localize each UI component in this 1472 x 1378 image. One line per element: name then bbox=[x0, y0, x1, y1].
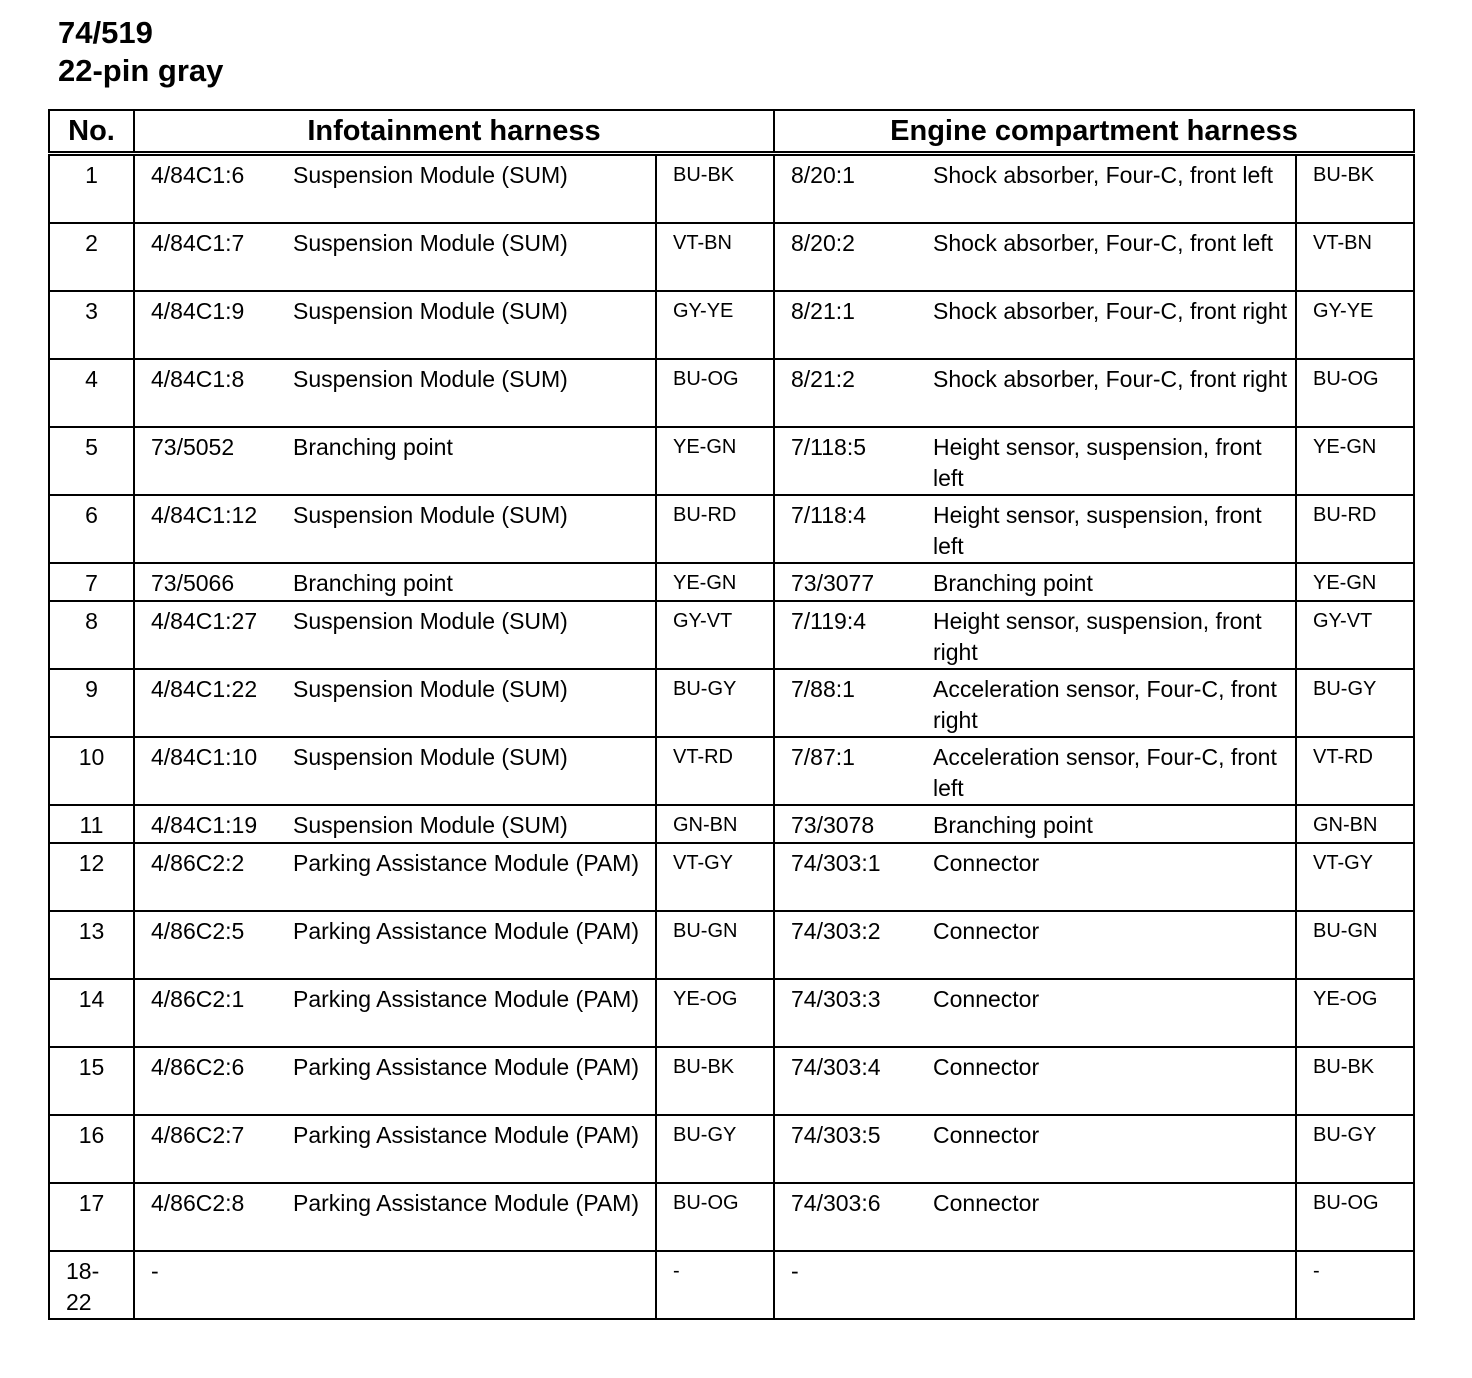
eng-component-description: Branching point bbox=[933, 570, 1093, 596]
infotainment-wire-color: VT-RD bbox=[656, 737, 774, 805]
inf-connector-code: 4/86C2:5 bbox=[151, 918, 245, 944]
pin-number bbox=[49, 359, 134, 427]
inf-connector-code: 73/5066 bbox=[151, 570, 235, 596]
engine-cell bbox=[774, 154, 1296, 224]
eng-connector-code: 74/303:1 bbox=[791, 850, 881, 876]
infotainment-wire-color: BU-GN bbox=[656, 911, 774, 979]
eng-connector-code: 74/303:6 bbox=[791, 1190, 881, 1216]
pin-number bbox=[49, 979, 134, 1047]
pin-number-text: 10 bbox=[78, 744, 105, 770]
pin-number bbox=[49, 1047, 134, 1115]
eng-connector-code: 7/118:4 bbox=[791, 502, 867, 528]
infotainment-cell bbox=[134, 154, 656, 224]
infotainment-wire-color: BU-GY bbox=[656, 669, 774, 737]
pin-number-text: 18- 22 bbox=[66, 1258, 100, 1315]
table-row bbox=[49, 1183, 1414, 1251]
pin-number bbox=[49, 843, 134, 911]
pin-number-text: 3 bbox=[85, 298, 98, 324]
engine-wire-color: BU-BK bbox=[1296, 1047, 1414, 1115]
table-row bbox=[49, 1251, 1414, 1319]
engine-wire-color: YE-OG bbox=[1296, 979, 1414, 1047]
pin-number-text: 1 bbox=[85, 162, 98, 188]
eng-component-description: Height sensor, suspension, front left bbox=[933, 502, 1262, 559]
inf-connector-code: 4/86C2:1 bbox=[151, 986, 245, 1012]
infotainment-cell bbox=[134, 495, 656, 563]
pin-number bbox=[49, 669, 134, 737]
pin-number-text: 15 bbox=[78, 1054, 105, 1080]
infotainment-wire-color: GN-BN bbox=[656, 805, 774, 843]
engine-cell bbox=[774, 1047, 1296, 1115]
inf-component-description: Parking Assistance Module (PAM) bbox=[293, 1190, 639, 1216]
eng-component-description: Height sensor, suspension, front right bbox=[933, 608, 1262, 665]
pin-number-text: 4 bbox=[85, 366, 98, 392]
engine-cell bbox=[774, 911, 1296, 979]
pinout-table bbox=[48, 109, 1415, 1320]
pin-number bbox=[49, 805, 134, 843]
inf-connector-code: 4/84C1:6 bbox=[151, 162, 245, 188]
infotainment-wire-color: BU-GY bbox=[656, 1115, 774, 1183]
inf-component-description: Parking Assistance Module (PAM) bbox=[293, 986, 639, 1012]
eng-connector-code: 8/21:2 bbox=[791, 366, 855, 392]
engine-wire-color: - bbox=[1296, 1251, 1414, 1319]
table-row bbox=[49, 223, 1414, 291]
eng-component-description: Connector bbox=[933, 1190, 1040, 1216]
inf-component-description: Suspension Module (SUM) bbox=[293, 230, 568, 256]
table-row bbox=[49, 979, 1414, 1047]
eng-component-description: Connector bbox=[933, 986, 1040, 1012]
engine-cell bbox=[774, 427, 1296, 495]
pin-number bbox=[49, 1251, 134, 1319]
eng-component-description: Connector bbox=[933, 850, 1040, 876]
engine-wire-color: GY-VT bbox=[1296, 601, 1414, 669]
table-row bbox=[49, 911, 1414, 979]
eng-connector-code: 8/20:1 bbox=[791, 162, 855, 188]
eng-connector-code: 74/303:3 bbox=[791, 986, 881, 1012]
eng-component-description: Height sensor, suspension, front left bbox=[933, 434, 1262, 491]
eng-component-description: Shock absorber, Four-C, front left bbox=[933, 162, 1274, 188]
eng-component-description: Connector bbox=[933, 1054, 1040, 1080]
connector-description: 22-pin gray bbox=[58, 53, 224, 88]
infotainment-wire-color: GY-YE bbox=[656, 291, 774, 359]
engine-cell bbox=[774, 805, 1296, 843]
engine-wire-color: BU-BK bbox=[1296, 154, 1414, 224]
eng-component-description: Connector bbox=[933, 918, 1040, 944]
engine-wire-color: YE-GN bbox=[1296, 427, 1414, 495]
engine-wire-color: YE-GN bbox=[1296, 563, 1414, 601]
inf-component-description: Suspension Module (SUM) bbox=[293, 812, 568, 838]
connector-id: 74/519 bbox=[58, 15, 153, 50]
inf-component-description: Branching point bbox=[293, 570, 453, 596]
infotainment-cell bbox=[134, 843, 656, 911]
engine-wire-color: VT-GY bbox=[1296, 843, 1414, 911]
table-row bbox=[49, 669, 1414, 737]
pin-number-text: 6 bbox=[85, 502, 98, 528]
table-row bbox=[49, 805, 1414, 843]
eng-connector-code: 7/88:1 bbox=[791, 676, 855, 702]
engine-cell bbox=[774, 979, 1296, 1047]
engine-cell bbox=[774, 1115, 1296, 1183]
engine-wire-color: GN-BN bbox=[1296, 805, 1414, 843]
eng-component-description: Shock absorber, Four-C, front right bbox=[933, 298, 1288, 324]
infotainment-wire-color: YE-GN bbox=[656, 563, 774, 601]
infotainment-wire-color: YE-GN bbox=[656, 427, 774, 495]
inf-connector-code: 4/86C2:2 bbox=[151, 850, 245, 876]
inf-component-description: Parking Assistance Module (PAM) bbox=[293, 1054, 639, 1080]
inf-connector-code: 73/5052 bbox=[151, 434, 235, 460]
eng-connector-code: 73/3078 bbox=[791, 812, 875, 838]
infotainment-wire-color: YE-OG bbox=[656, 979, 774, 1047]
infotainment-wire-color: BU-OG bbox=[656, 1183, 774, 1251]
engine-wire-color: BU-OG bbox=[1296, 1183, 1414, 1251]
pin-number-text: 13 bbox=[78, 918, 105, 944]
infotainment-wire-color: BU-RD bbox=[656, 495, 774, 563]
table-body bbox=[49, 154, 1414, 1320]
inf-connector-code: 4/84C1:19 bbox=[151, 812, 258, 838]
engine-wire-color: BU-RD bbox=[1296, 495, 1414, 563]
table-row bbox=[49, 601, 1414, 669]
infotainment-wire-color: VT-GY bbox=[656, 843, 774, 911]
pin-number-text: 14 bbox=[78, 986, 105, 1012]
eng-connector-code: 7/119:4 bbox=[791, 608, 867, 634]
engine-cell bbox=[774, 563, 1296, 601]
infotainment-wire-color: GY-VT bbox=[656, 601, 774, 669]
inf-connector-code: 4/84C1:7 bbox=[151, 230, 245, 256]
infotainment-wire-color: BU-BK bbox=[656, 154, 774, 224]
engine-cell bbox=[774, 669, 1296, 737]
engine-cell bbox=[774, 359, 1296, 427]
infotainment-cell bbox=[134, 805, 656, 843]
infotainment-cell bbox=[134, 291, 656, 359]
pin-number bbox=[49, 1183, 134, 1251]
inf-component-description: Suspension Module (SUM) bbox=[293, 298, 568, 324]
table-row bbox=[49, 1115, 1414, 1183]
infotainment-wire-color: BU-BK bbox=[656, 1047, 774, 1115]
eng-connector-code: 7/87:1 bbox=[791, 744, 855, 770]
pin-number-text: 5 bbox=[85, 434, 98, 460]
infotainment-cell bbox=[134, 669, 656, 737]
eng-component-description: Acceleration sensor, Four-C, front left bbox=[933, 744, 1277, 801]
eng-connector-code: 8/20:2 bbox=[791, 230, 855, 256]
inf-connector-code: 4/86C2:7 bbox=[151, 1122, 245, 1148]
engine-cell bbox=[774, 1251, 1296, 1319]
infotainment-cell bbox=[134, 1251, 656, 1319]
eng-connector-code: 8/21:1 bbox=[791, 298, 855, 324]
pin-number bbox=[49, 223, 134, 291]
pin-number bbox=[49, 1115, 134, 1183]
engine-cell bbox=[774, 737, 1296, 805]
pin-number bbox=[49, 427, 134, 495]
pin-number bbox=[49, 495, 134, 563]
inf-component-description: Parking Assistance Module (PAM) bbox=[293, 850, 639, 876]
engine-cell bbox=[774, 843, 1296, 911]
inf-component-description: Suspension Module (SUM) bbox=[293, 676, 568, 702]
table-row bbox=[49, 359, 1414, 427]
eng-component-description: Branching point bbox=[933, 812, 1093, 838]
inf-component-description bbox=[293, 1256, 655, 1287]
inf-component-description: Suspension Module (SUM) bbox=[293, 608, 568, 634]
engine-cell bbox=[774, 1183, 1296, 1251]
engine-wire-color: BU-GY bbox=[1296, 1115, 1414, 1183]
pin-number-text: 11 bbox=[79, 812, 104, 838]
engine-cell bbox=[774, 291, 1296, 359]
eng-component-description: Shock absorber, Four-C, front left bbox=[933, 230, 1274, 256]
engine-wire-color: GY-YE bbox=[1296, 291, 1414, 359]
infotainment-cell bbox=[134, 979, 656, 1047]
infotainment-cell bbox=[134, 563, 656, 601]
pin-number bbox=[49, 563, 134, 601]
pin-number bbox=[49, 601, 134, 669]
eng-connector-code: - bbox=[791, 1258, 799, 1284]
inf-component-description: Suspension Module (SUM) bbox=[293, 366, 568, 392]
table-row bbox=[49, 427, 1414, 495]
pin-number-text: 16 bbox=[78, 1122, 105, 1148]
header-infotainment-harness: Infotainment harness bbox=[134, 110, 774, 154]
inf-connector-code: 4/84C1:8 bbox=[151, 366, 245, 392]
pin-number-text: 8 bbox=[85, 608, 98, 634]
engine-cell bbox=[774, 495, 1296, 563]
inf-connector-code: 4/84C1:22 bbox=[151, 676, 258, 702]
document-title bbox=[58, 14, 223, 90]
engine-wire-color: BU-GN bbox=[1296, 911, 1414, 979]
inf-connector-code: 4/86C2:8 bbox=[151, 1190, 245, 1216]
table-header-row bbox=[49, 110, 1414, 154]
engine-wire-color: VT-RD bbox=[1296, 737, 1414, 805]
eng-connector-code: 7/118:5 bbox=[791, 434, 867, 460]
pin-number-text: 17 bbox=[78, 1190, 105, 1216]
engine-cell bbox=[774, 601, 1296, 669]
pin-number-text: 12 bbox=[78, 850, 105, 876]
eng-component-description: Connector bbox=[933, 1122, 1040, 1148]
pin-number-text: 2 bbox=[85, 230, 98, 256]
inf-component-description: Parking Assistance Module (PAM) bbox=[293, 918, 639, 944]
header-no: No. bbox=[49, 110, 134, 154]
inf-component-description: Suspension Module (SUM) bbox=[293, 502, 568, 528]
inf-component-description: Branching point bbox=[293, 434, 453, 460]
pin-number bbox=[49, 291, 134, 359]
inf-component-description: Suspension Module (SUM) bbox=[293, 162, 568, 188]
infotainment-cell bbox=[134, 223, 656, 291]
pin-number bbox=[49, 911, 134, 979]
eng-component-description: Shock absorber, Four-C, front right bbox=[933, 366, 1288, 392]
infotainment-cell bbox=[134, 601, 656, 669]
table-row bbox=[49, 495, 1414, 563]
engine-wire-color: VT-BN bbox=[1296, 223, 1414, 291]
inf-connector-code: - bbox=[151, 1258, 159, 1284]
infotainment-cell bbox=[134, 1047, 656, 1115]
inf-component-description: Parking Assistance Module (PAM) bbox=[293, 1122, 639, 1148]
inf-connector-code: 4/84C1:27 bbox=[151, 608, 258, 634]
eng-component-description bbox=[933, 1256, 1295, 1287]
inf-connector-code: 4/84C1:9 bbox=[151, 298, 245, 324]
pin-number bbox=[49, 737, 134, 805]
engine-wire-color: BU-GY bbox=[1296, 669, 1414, 737]
inf-component-description: Suspension Module (SUM) bbox=[293, 744, 568, 770]
eng-connector-code: 74/303:2 bbox=[791, 918, 881, 944]
engine-wire-color: BU-OG bbox=[1296, 359, 1414, 427]
pin-number-text: 9 bbox=[85, 676, 98, 702]
infotainment-cell bbox=[134, 359, 656, 427]
infotainment-wire-color: VT-BN bbox=[656, 223, 774, 291]
table-row bbox=[49, 563, 1414, 601]
inf-connector-code: 4/86C2:6 bbox=[151, 1054, 245, 1080]
infotainment-cell bbox=[134, 1115, 656, 1183]
pin-number bbox=[49, 154, 134, 224]
inf-connector-code: 4/84C1:10 bbox=[151, 744, 258, 770]
table-row bbox=[49, 737, 1414, 805]
table-row bbox=[49, 1047, 1414, 1115]
infotainment-cell bbox=[134, 1183, 656, 1251]
table-row bbox=[49, 843, 1414, 911]
eng-component-description: Acceleration sensor, Four-C, front right bbox=[933, 676, 1277, 733]
inf-connector-code: 4/84C1:12 bbox=[151, 502, 258, 528]
table-row bbox=[49, 154, 1414, 224]
eng-connector-code: 74/303:5 bbox=[791, 1122, 881, 1148]
infotainment-cell bbox=[134, 737, 656, 805]
table-row bbox=[49, 291, 1414, 359]
eng-connector-code: 73/3077 bbox=[791, 570, 875, 596]
engine-cell bbox=[774, 223, 1296, 291]
infotainment-wire-color: - bbox=[656, 1251, 774, 1319]
infotainment-cell bbox=[134, 911, 656, 979]
eng-connector-code: 74/303:4 bbox=[791, 1054, 881, 1080]
header-engine-compartment-harness: Engine compartment harness bbox=[774, 110, 1414, 154]
infotainment-wire-color: BU-OG bbox=[656, 359, 774, 427]
infotainment-cell bbox=[134, 427, 656, 495]
pin-number-text: 7 bbox=[85, 570, 98, 596]
